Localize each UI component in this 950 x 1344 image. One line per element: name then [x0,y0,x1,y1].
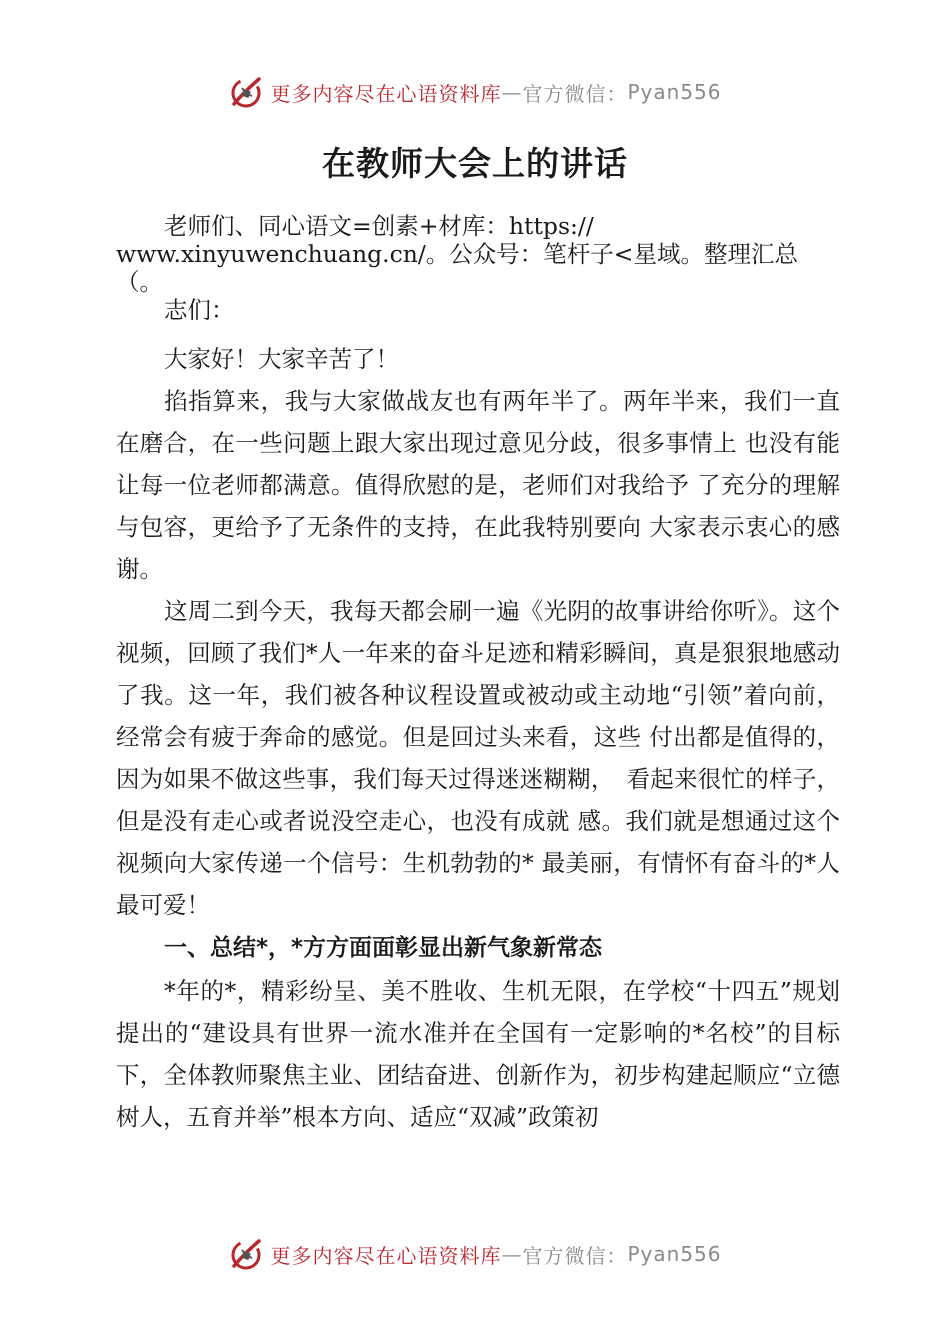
document-title: 在教师大会上的讲话 [322,144,628,183]
salutation-line: 志们： [164,296,235,324]
salutation-line: 老师们、同心语文=创素+材库：https:// [164,212,594,240]
banner-wechat-id: Pyan556 [627,80,722,104]
banner-wechat-label: 官方微信： [522,81,628,106]
document-body [116,212,840,1138]
banner-dash: — [501,80,523,104]
paragraph: 这周二到今天，我每天都会刷一遍《光阴的故事讲给你听》。这个视频，回顾了我们*人一年来的奋斗足迹和精彩瞬间，真是狠狠地感动了我。这一年，我们被各种议程设置或被动或主动地“引领”着向前，经常会有疲于奔命的感觉。但是回过头来看，这些 付出都是值得的，因为如果不做这些事，我们每天过得迷迷糊糊， 看起来很忙的样子，但是没有走心或者说没空走心，也没有成就 感。我们就是想通过这个视频向大家传递一个信号：生机勃勃的* 最美丽，有情怀有奋斗的*人最可爱！ [116,597,840,919]
paragraph: 掐指算来，我与大家做战友也有两年半了。两年半来，我们一直在磨合，在一些问题上跟大家出现过意见分歧，很多事情上 也没有能让每一位老师都满意。值得欣慰的是，老师们对我给予 了充分的理解与包容，更给予了无条件的支持，在此我特别要向 大家表示衷心的感谢。 [116,387,840,583]
footer-banner [0,1236,950,1272]
banner-brand-text: 更多内容尽在心语资料库 [270,81,502,106]
paragraph: *年的*，精彩纷呈、美不胜收、生机无限，在学校“十四五”规划提出的“建设具有世界一流水准并在全国有一定影响的*名校”的目标下，全体教师聚焦主业、团结奋进、创新作为，初步构建起顺应“立德树人，五育并举”根本方向、适应“双减”政策初 [116,977,840,1131]
brush-circle-logo-icon [228,1236,264,1272]
banner-dash: — [501,1242,523,1266]
salutation-line: www.xinyuwenchuang.cn/。公众号：笔杆子<星域。整理汇总（。 [116,240,798,296]
greeting: 大家好！大家辛苦了！ [164,345,399,373]
section-heading: 一、总结*，*方方面面彰显出新气象新常态 [164,935,603,961]
banner-wechat-label: 官方微信： [522,1243,628,1268]
header-banner [0,74,950,110]
salutation [116,212,840,324]
banner-brand-text: 更多内容尽在心语资料库 [270,1243,502,1268]
brush-circle-logo-icon [228,74,264,110]
banner-wechat-id: Pyan556 [627,1242,722,1266]
